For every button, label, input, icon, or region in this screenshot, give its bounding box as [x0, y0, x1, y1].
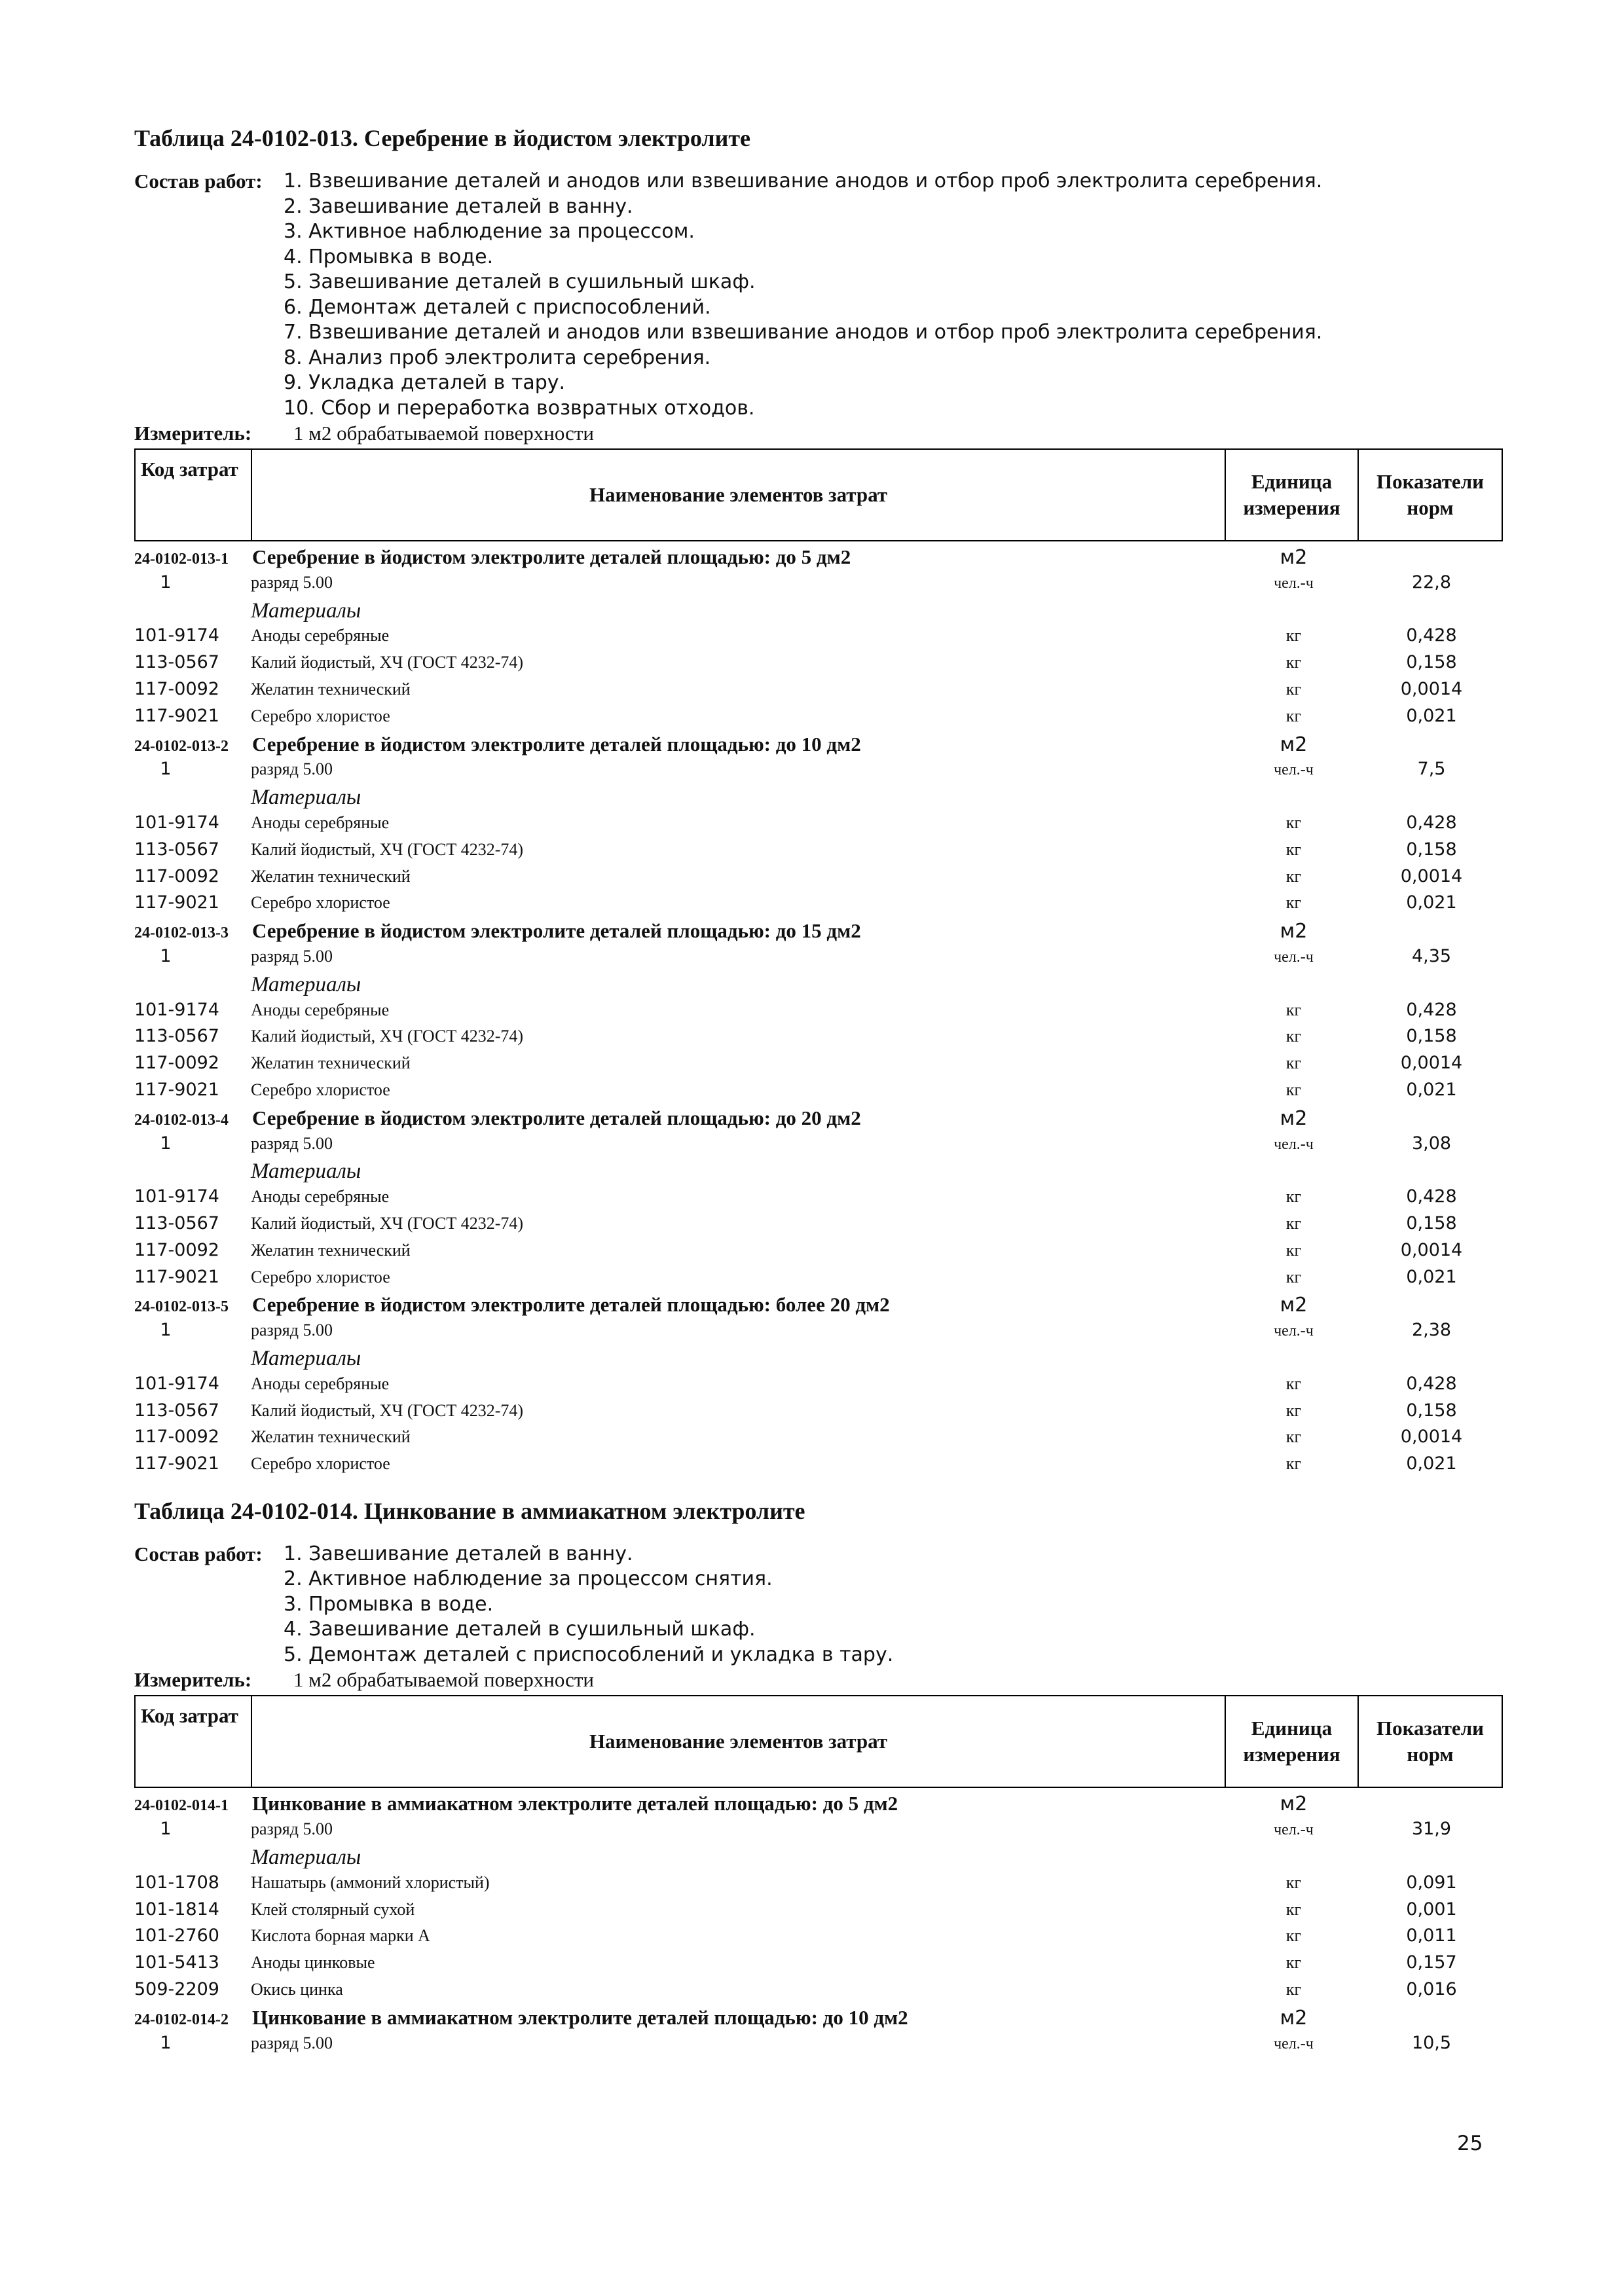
cost-unit: кг: [1285, 1267, 1302, 1286]
cost-code: 101-1814: [134, 1899, 219, 1920]
cost-unit: кг: [1285, 1374, 1302, 1393]
meter-value: 1 м2 обрабатываемой поверхности: [293, 422, 595, 445]
table-row-labor: [134, 1133, 1503, 1160]
table-row-labor: [134, 946, 1503, 973]
work-step: 1. Завешивание деталей в ванну.: [284, 1542, 633, 1565]
cost-unit: кг: [1285, 812, 1302, 832]
table-row-item: [134, 545, 1503, 572]
cost-value: 22,8: [1411, 572, 1452, 592]
cost-name: Желатин технический: [251, 1240, 411, 1260]
table-row-mat: [134, 1872, 1503, 1899]
table-row-mathead: [134, 1846, 1503, 1872]
cost-value: 0,021: [1406, 705, 1457, 726]
cost-code: 101-1708: [134, 1872, 219, 1893]
header-norm-line1: Показатели: [1376, 470, 1484, 493]
table-row-item: [134, 1792, 1503, 1819]
table-row-item: [134, 2006, 1503, 2033]
cost-value: 0,158: [1406, 652, 1457, 673]
work-step: 8. Анализ проб электролита серебрения.: [284, 346, 711, 369]
cost-unit: кг: [1285, 1454, 1302, 1474]
cost-unit: чел.-ч: [1274, 1821, 1314, 1839]
work-step: 5. Демонтаж деталей с приспособлений и укладка в тару.: [284, 1643, 894, 1666]
cost-unit: кг: [1285, 1213, 1302, 1233]
table-row-mathead: [134, 973, 1503, 1000]
cost-code: 24-0102-013-5: [134, 1298, 229, 1316]
table-row-item: [134, 919, 1503, 946]
table-row-mat: [134, 812, 1503, 839]
cost-code: 117-0092: [134, 1239, 219, 1260]
cost-name: Желатин технический: [251, 1053, 411, 1073]
cost-code: 24-0102-014-2: [134, 2011, 229, 2028]
cost-value: 0,157: [1406, 1952, 1457, 1973]
cost-code: 117-0092: [134, 866, 219, 886]
cost-unit: чел.-ч: [1274, 2035, 1314, 2052]
cost-code: 101-9174: [134, 812, 219, 833]
table-row-mathead: [134, 1159, 1503, 1186]
cost-value: 4,35: [1411, 945, 1452, 966]
cost-name: Желатин технический: [251, 1427, 411, 1447]
header-norm: [1359, 450, 1502, 540]
table-row-mathead: [134, 599, 1503, 626]
cost-code: 117-9021: [134, 705, 219, 726]
works-list: [284, 169, 1322, 421]
meter-value: 1 м2 обрабатываемой поверхности: [293, 1668, 595, 1692]
work-step: 4. Завешивание деталей в сушильный шкаф.: [284, 1618, 756, 1641]
cost-name: Цинкование в аммиакатном электролите деталей площадью: до 5 дм2: [252, 1792, 898, 1815]
cost-code: 117-9021: [134, 892, 219, 913]
cost-code: 117-0092: [134, 1427, 219, 1448]
cost-name: Окись цинка: [251, 1979, 343, 1999]
header-code: Код затрат: [136, 1696, 252, 1787]
cost-code: 101-9174: [134, 1186, 219, 1207]
cost-value: 0,021: [1406, 1453, 1457, 1474]
table-row-mat: [134, 866, 1503, 893]
cost-value: 0,428: [1406, 625, 1457, 646]
cost-value: 7,5: [1417, 759, 1446, 780]
cost-unit: м2: [1280, 1793, 1308, 1816]
cost-name: Материалы: [251, 1159, 361, 1184]
cost-unit: кг: [1285, 1053, 1302, 1073]
table-title: Таблица 24-0102-014. Цинкование в аммиакатном электролите: [134, 1497, 805, 1524]
work-step: 4. Промывка в воде.: [284, 245, 494, 268]
cost-value: 0,021: [1406, 892, 1457, 913]
cost-unit: кг: [1285, 1953, 1302, 1973]
header-name: Наименование элементов затрат: [252, 1696, 1226, 1787]
cost-value: 10,5: [1411, 2032, 1452, 2053]
header-unit-line2: измерения: [1243, 496, 1340, 519]
table-row-labor: [134, 759, 1503, 786]
work-step: 1. Взвешивание деталей и анодов или взвешивание анодов и отбор проб электролита серебрения.: [284, 170, 1323, 192]
cost-name: Калий йодистый, ХЧ (ГОСТ 4232-74): [251, 1027, 524, 1046]
table-row-mat: [134, 679, 1503, 706]
table-row-labor: [134, 2033, 1503, 2060]
cost-name: Аноды серебряные: [251, 626, 390, 646]
cost-unit: кг: [1285, 653, 1302, 672]
cost-value: 31,9: [1411, 1819, 1452, 1840]
cost-name: Калий йодистый, ХЧ (ГОСТ 4232-74): [251, 653, 524, 672]
table-row-mat: [134, 1427, 1503, 1453]
cost-code: 24-0102-013-2: [134, 737, 229, 755]
cost-value: 0,428: [1406, 812, 1457, 833]
cost-unit: м2: [1280, 546, 1308, 569]
cost-name: Калий йодистый, ХЧ (ГОСТ 4232-74): [251, 839, 524, 859]
cost-unit: кг: [1285, 1872, 1302, 1892]
cost-unit: кг: [1285, 1027, 1302, 1046]
work-step: 9. Укладка деталей в тару.: [284, 371, 566, 394]
cost-name: Клей столярный сухой: [251, 1899, 415, 1919]
cost-code: 1: [160, 1819, 172, 1840]
cost-name: Материалы: [251, 598, 361, 623]
cost-name: Цинкование в аммиакатном электролите деталей площадью: до 10 дм2: [252, 2005, 908, 2029]
cost-name: Серебрение в йодистом электролите деталей площадью: до 10 дм2: [252, 732, 861, 756]
cost-value: 0,158: [1406, 1026, 1457, 1047]
table-body: [134, 1792, 1503, 2059]
cost-code: 1: [160, 2032, 172, 2053]
cost-name: разряд 5.00: [251, 1321, 333, 1340]
cost-code: 117-0092: [134, 1053, 219, 1074]
cost-code: 113-0567: [134, 1212, 219, 1233]
cost-code: 1: [160, 1133, 172, 1154]
table-row-item: [134, 1106, 1503, 1133]
cost-value: 0,011: [1406, 1925, 1457, 1946]
cost-unit: чел.-ч: [1274, 761, 1314, 779]
cost-name: разряд 5.00: [251, 1819, 333, 1839]
header-norm-line1: Показатели: [1376, 1717, 1484, 1740]
cost-unit: кг: [1285, 1427, 1302, 1447]
cost-unit: м2: [1280, 733, 1308, 756]
cost-unit: кг: [1285, 626, 1302, 646]
cost-value: 0,001: [1406, 1899, 1457, 1920]
cost-name: Калий йодистый, ХЧ (ГОСТ 4232-74): [251, 1400, 524, 1420]
cost-name: Серебрение в йодистом электролите деталей площадью: до 15 дм2: [252, 919, 861, 943]
cost-name: разряд 5.00: [251, 2033, 333, 2052]
cost-name: Материалы: [251, 1845, 361, 1869]
header-unit-line1: Единица: [1251, 470, 1333, 493]
cost-name: Материалы: [251, 972, 361, 996]
cost-name: Желатин технический: [251, 866, 411, 886]
cost-unit: кг: [1285, 1926, 1302, 1946]
cost-value: 0,428: [1406, 1373, 1457, 1394]
table-row-item: [134, 1293, 1503, 1320]
cost-unit: кг: [1285, 1400, 1302, 1420]
cost-unit: кг: [1285, 1979, 1302, 1999]
meter-label: Измеритель:: [134, 1668, 252, 1692]
cost-code: 24-0102-014-1: [134, 1797, 229, 1815]
header-norm: [1359, 1696, 1502, 1787]
cost-code: 1: [160, 572, 172, 592]
table-row-mat: [134, 1026, 1503, 1053]
cost-name: Серебро хлористое: [251, 1454, 390, 1474]
cost-code: 117-0092: [134, 678, 219, 699]
meter-line: [134, 1667, 1503, 1692]
table-row-mat: [134, 1000, 1503, 1027]
meter-line: [134, 421, 1503, 446]
cost-code: 101-5413: [134, 1952, 219, 1973]
cost-value: 0,021: [1406, 1079, 1457, 1100]
cost-name: Серебрение в йодистом электролите деталей площадью: до 20 дм2: [252, 1106, 861, 1129]
cost-name: Серебро хлористое: [251, 1267, 390, 1286]
cost-code: 113-0567: [134, 652, 219, 673]
work-step: 3. Активное наблюдение за процессом.: [284, 220, 695, 243]
cost-name: Материалы: [251, 1346, 361, 1370]
cost-name: разряд 5.00: [251, 946, 333, 966]
cost-code: 101-9174: [134, 1373, 219, 1394]
cost-value: 0,0014: [1400, 866, 1463, 886]
header-norm-line2: норм: [1407, 496, 1454, 519]
cost-name: Аноды серебряные: [251, 1000, 390, 1019]
cost-unit: м2: [1280, 1106, 1308, 1130]
table-row-labor: [134, 572, 1503, 599]
cost-name: Серебрение в йодистом электролите деталей площадью: до 5 дм2: [252, 545, 851, 568]
table-row-mat: [134, 1952, 1503, 1979]
cost-unit: кг: [1285, 866, 1302, 886]
cost-code: 509-2209: [134, 1978, 219, 1999]
works-block: [134, 169, 1503, 421]
cost-value: 0,091: [1406, 1872, 1457, 1893]
cost-value: 0,428: [1406, 1186, 1457, 1207]
cost-code: 117-9021: [134, 1079, 219, 1100]
cost-unit: кг: [1285, 1899, 1302, 1919]
cost-value: 0,016: [1406, 1978, 1457, 1999]
header-unit-line2: измерения: [1243, 1743, 1340, 1766]
cost-code: 113-0567: [134, 839, 219, 860]
cost-name: Аноды серебряные: [251, 1374, 390, 1393]
cost-unit: кг: [1285, 679, 1302, 699]
table-header: [134, 1695, 1503, 1788]
header-unit: [1226, 1696, 1359, 1787]
header-name: Наименование элементов затрат: [252, 450, 1226, 540]
table-row-mathead: [134, 1347, 1503, 1374]
cost-code: 113-0567: [134, 1400, 219, 1421]
meter-label: Измеритель:: [134, 422, 252, 445]
cost-code: 1: [160, 759, 172, 780]
cost-unit: кг: [1285, 1080, 1302, 1099]
page-number: 25: [1457, 2132, 1483, 2155]
table-header: [134, 448, 1503, 541]
cost-code: 1: [160, 1320, 172, 1341]
cost-code: 117-9021: [134, 1266, 219, 1287]
cost-value: 3,08: [1411, 1133, 1452, 1154]
cost-code: 101-9174: [134, 625, 219, 646]
cost-name: Нашатырь (аммоний хлористый): [251, 1872, 490, 1892]
cost-value: 0,021: [1406, 1266, 1457, 1287]
cost-unit: кг: [1285, 1240, 1302, 1260]
work-step: 2. Завешивание деталей в ванну.: [284, 194, 633, 218]
table-row-mat: [134, 1979, 1503, 2006]
cost-unit: чел.-ч: [1274, 948, 1314, 966]
cost-name: Серебро хлористое: [251, 1080, 390, 1099]
cost-code: 24-0102-013-1: [134, 551, 229, 568]
table-row-item: [134, 733, 1503, 759]
table-row-labor: [134, 1320, 1503, 1347]
cost-name: Серебро хлористое: [251, 706, 390, 725]
cost-value: 2,38: [1411, 1320, 1452, 1341]
cost-name: Кислота борная марки А: [251, 1926, 430, 1946]
cost-value: 0,0014: [1400, 678, 1463, 699]
table-row-mat: [134, 1267, 1503, 1294]
work-step: 3. Промывка в воде.: [284, 1592, 494, 1616]
document-page: [134, 124, 1503, 2059]
cost-unit: кг: [1285, 706, 1302, 725]
works-label: Состав работ:: [134, 1542, 263, 1565]
table-row-mat: [134, 1374, 1503, 1400]
cost-name: Желатин технический: [251, 679, 411, 699]
cost-unit: чел.-ч: [1274, 1135, 1314, 1153]
table-row-mat: [134, 1240, 1503, 1267]
cost-name: Аноды серебряные: [251, 1187, 390, 1207]
cost-value: 0,158: [1406, 1400, 1457, 1421]
table-row-labor: [134, 1819, 1503, 1846]
cost-unit: м2: [1280, 920, 1308, 943]
cost-unit: кг: [1285, 1187, 1302, 1207]
table-row-mat: [134, 625, 1503, 652]
cost-unit: м2: [1280, 1294, 1308, 1317]
cost-name: Калий йодистый, ХЧ (ГОСТ 4232-74): [251, 1213, 524, 1233]
table-row-mat: [134, 1453, 1503, 1480]
table-row-mat: [134, 652, 1503, 679]
works-block: [134, 1542, 1503, 1668]
cost-value: 0,158: [1406, 1212, 1457, 1233]
table-section-014: [134, 1497, 1503, 2059]
cost-value: 0,158: [1406, 839, 1457, 860]
cost-value: 0,0014: [1400, 1239, 1463, 1260]
cost-value: 0,0014: [1400, 1427, 1463, 1448]
header-unit: [1226, 450, 1359, 540]
cost-code: 101-2760: [134, 1925, 219, 1946]
header-unit-line1: Единица: [1251, 1717, 1333, 1740]
table-row-mathead: [134, 786, 1503, 812]
cost-unit: кг: [1285, 839, 1302, 859]
cost-name: Материалы: [251, 786, 361, 810]
cost-code: 24-0102-013-3: [134, 924, 229, 942]
cost-name: разряд 5.00: [251, 1133, 333, 1153]
table-section-013: [134, 124, 1503, 1480]
table-row-mat: [134, 1213, 1503, 1240]
cost-name: Серебро хлористое: [251, 893, 390, 913]
table-body: [134, 545, 1503, 1480]
cost-value: 0,428: [1406, 999, 1457, 1020]
table-row-mat: [134, 1053, 1503, 1080]
works-list: [284, 1542, 893, 1668]
cost-name: Серебрение в йодистом электролите деталей площадью: более 20 дм2: [252, 1293, 890, 1317]
table-row-mat: [134, 1080, 1503, 1106]
work-step: 5. Завешивание деталей в сушильный шкаф.: [284, 270, 756, 293]
cost-code: 24-0102-013-4: [134, 1111, 229, 1129]
table-row-mat: [134, 1899, 1503, 1926]
table-row-mat: [134, 1400, 1503, 1427]
cost-name: Аноды цинковые: [251, 1953, 375, 1973]
cost-code: 117-9021: [134, 1453, 219, 1474]
cost-name: разряд 5.00: [251, 572, 333, 592]
cost-name: разряд 5.00: [251, 759, 333, 779]
cost-unit: кг: [1285, 1000, 1302, 1019]
works-label: Состав работ:: [134, 170, 263, 192]
table-row-mat: [134, 706, 1503, 733]
table-title: Таблица 24-0102-013. Серебрение в йодистом электролите: [134, 125, 750, 151]
cost-code: 1: [160, 945, 172, 966]
header-code: Код затрат: [136, 450, 252, 540]
cost-unit: кг: [1285, 893, 1302, 913]
work-step: 7. Взвешивание деталей и анодов или взвешивание анодов и отбор проб электролита серебрения.: [284, 321, 1323, 344]
cost-code: 113-0567: [134, 1026, 219, 1047]
table-row-mat: [134, 1925, 1503, 1952]
table-row-mat: [134, 892, 1503, 919]
work-step: 2. Активное наблюдение за процессом снятия.: [284, 1567, 773, 1591]
cost-name: Аноды серебряные: [251, 812, 390, 832]
cost-unit: м2: [1280, 2006, 1308, 2030]
cost-code: 101-9174: [134, 999, 219, 1020]
table-row-mat: [134, 1186, 1503, 1213]
cost-unit: чел.-ч: [1274, 574, 1314, 592]
table-row-mat: [134, 839, 1503, 866]
work-step: 10. Сбор и переработка возвратных отходов.: [284, 396, 755, 420]
cost-unit: чел.-ч: [1274, 1322, 1314, 1340]
cost-value: 0,0014: [1400, 1053, 1463, 1074]
work-step: 6. Демонтаж деталей с приспособлений.: [284, 295, 711, 319]
header-norm-line2: норм: [1407, 1743, 1454, 1766]
